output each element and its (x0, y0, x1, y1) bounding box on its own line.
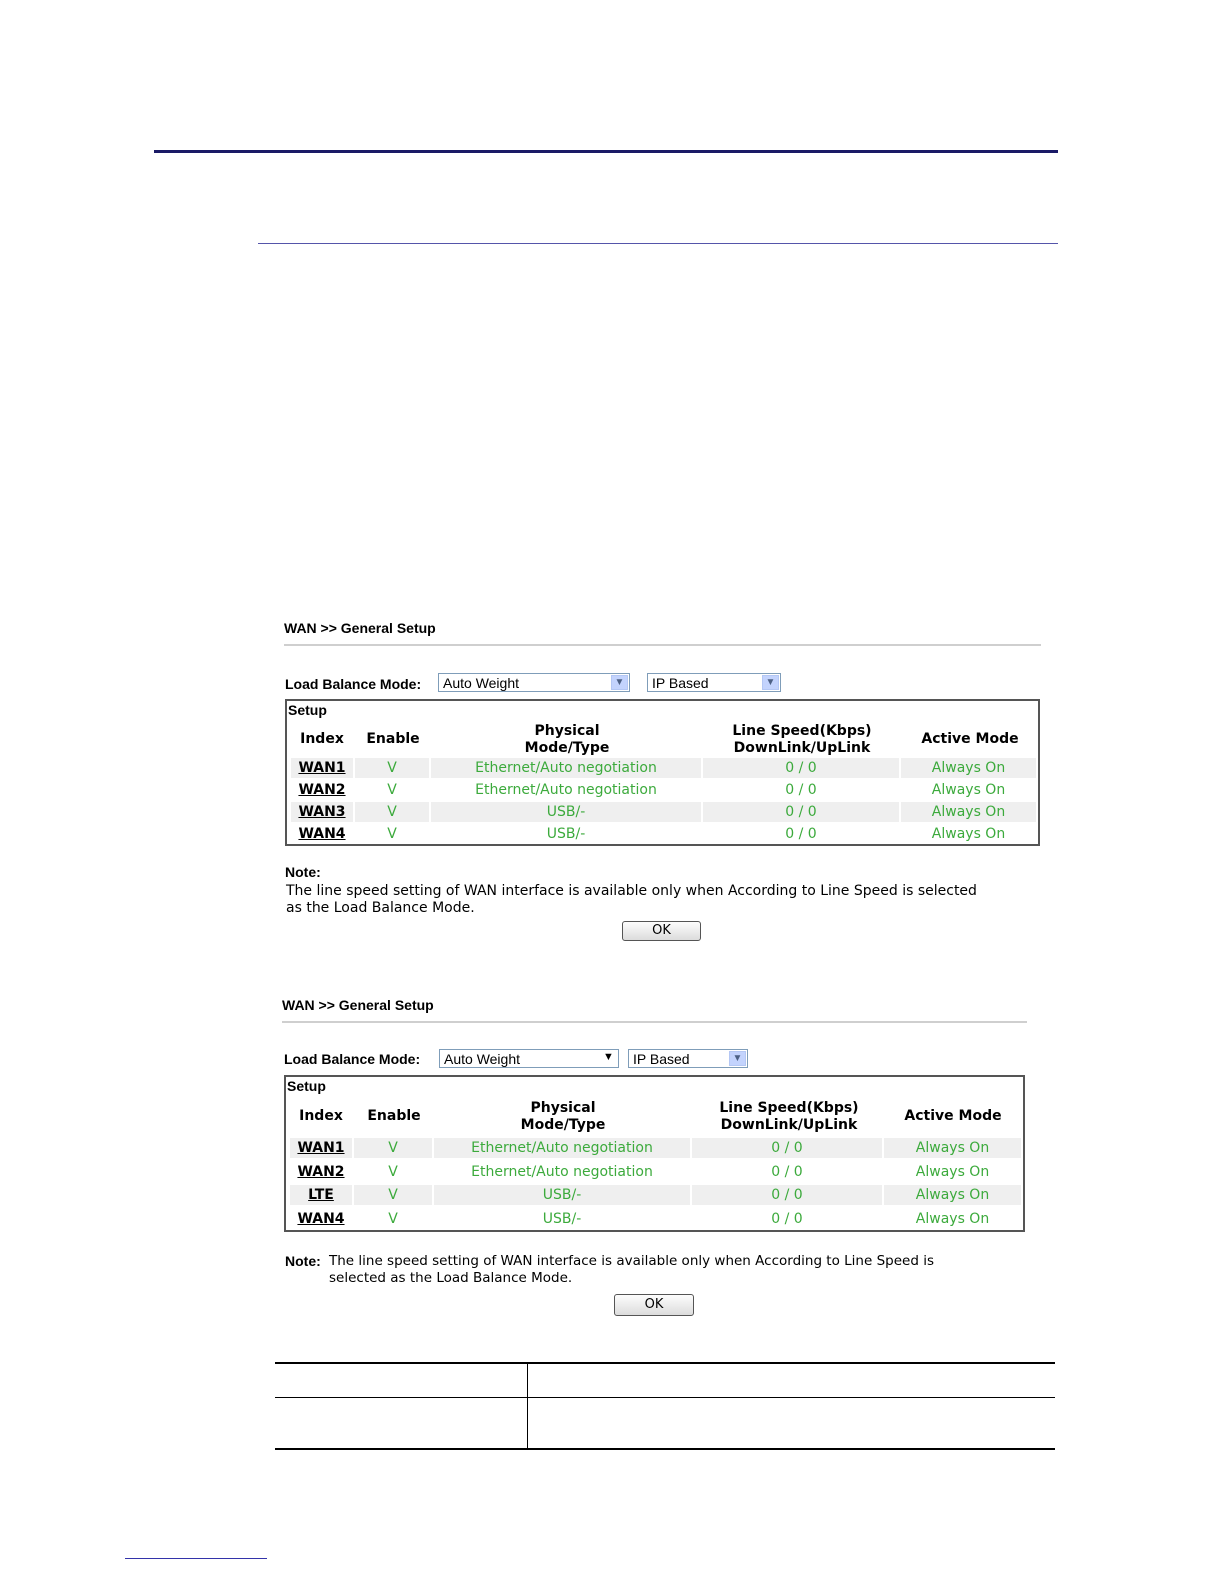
header-index: Index (300, 731, 344, 747)
header-enable: Enable (367, 1108, 421, 1124)
active-mode-cell: Always On (931, 826, 1006, 842)
balance-type-select[interactable] (628, 1049, 748, 1068)
table-row (291, 758, 1036, 778)
chevron-down-icon[interactable]: ▼ (600, 1051, 617, 1066)
header-line-speed (692, 1100, 886, 1134)
wan-index-link[interactable]: WAN4 (297, 1211, 345, 1227)
table-top-border (275, 1362, 1055, 1364)
setup-table (285, 699, 1040, 846)
description-table (275, 1362, 1055, 1450)
header-enable: Enable (366, 731, 420, 747)
header-active-mode: Active Mode (921, 731, 1019, 747)
header-physical (433, 723, 701, 757)
note-label: Note: (285, 864, 321, 880)
table-row (291, 824, 1036, 844)
chevron-down-icon[interactable]: ▼ (762, 675, 779, 690)
table-bottom-border (275, 1448, 1055, 1450)
header-physical-line2: Mode/Type (524, 740, 610, 756)
chevron-down-icon[interactable]: ▼ (729, 1051, 746, 1066)
setup-table (284, 1075, 1025, 1232)
note-line: The line speed setting of WAN interface is available only when According to Line Speed is (329, 1253, 934, 1269)
physical-cell: USB/- (434, 1185, 690, 1205)
wan-index-link[interactable]: LTE (290, 1185, 352, 1205)
panel-title: WAN >> General Setup (284, 620, 436, 636)
table-row (290, 1185, 1021, 1205)
footnote-rule (125, 1558, 267, 1559)
load-balance-label: Load Balance Mode: (284, 1051, 421, 1067)
header-line-speed (703, 723, 901, 757)
header-physical (432, 1100, 694, 1134)
physical-cell: USB/- (546, 826, 586, 842)
speed-cell: 0 / 0 (771, 1164, 803, 1180)
select-value: IP Based (652, 675, 709, 691)
table-row (290, 1138, 1021, 1158)
wan-index-link[interactable]: WAN2 (297, 1164, 345, 1180)
note-text (286, 883, 1046, 917)
speed-cell: 0 / 0 (771, 1211, 803, 1227)
select-value: Auto Weight (444, 1051, 521, 1067)
header-physical-line1: Physical (530, 1100, 596, 1116)
active-mode-cell: Always On (915, 1164, 990, 1180)
note-line: selected as the Load Balance Mode. (329, 1270, 573, 1286)
physical-cell: Ethernet/Auto negotiation (471, 1164, 653, 1180)
active-mode-cell: Always On (884, 1185, 1021, 1205)
enable-cell: V (388, 1211, 398, 1227)
header-speed-line2: DownLink/UpLink (720, 1117, 858, 1133)
wan-index-link[interactable]: WAN2 (298, 782, 346, 798)
chevron-down-icon[interactable]: ▼ (611, 675, 628, 690)
header-speed-line2: DownLink/UpLink (733, 740, 871, 756)
note-text (329, 1253, 1029, 1287)
speed-cell: 0 / 0 (785, 782, 817, 798)
table-row (291, 802, 1036, 822)
speed-cell: 0 / 0 (692, 1185, 882, 1205)
active-mode-cell: Always On (931, 782, 1006, 798)
ok-button[interactable]: OK (614, 1294, 694, 1316)
note-line: as the Load Balance Mode. (286, 900, 475, 916)
header-active-mode: Active Mode (904, 1108, 1002, 1124)
active-mode-cell: Always On (884, 1138, 1021, 1158)
setup-label: Setup (288, 702, 327, 718)
header-physical-line1: Physical (534, 723, 600, 739)
active-mode-cell: Always On (901, 758, 1036, 778)
setup-label: Setup (287, 1078, 326, 1094)
enable-cell: V (355, 758, 429, 778)
speed-cell: 0 / 0 (703, 802, 899, 822)
physical-cell: Ethernet/Auto negotiation (431, 758, 701, 778)
table-column-divider (527, 1362, 528, 1450)
wan-index-link[interactable]: WAN1 (290, 1138, 352, 1158)
header-speed-line1: Line Speed(Kbps) (732, 723, 872, 739)
header-speed-line1: Line Speed(Kbps) (719, 1100, 859, 1116)
active-mode-cell: Always On (915, 1211, 990, 1227)
table-row (290, 1162, 1021, 1182)
load-balance-mode-select[interactable] (439, 1049, 619, 1068)
ok-button[interactable]: OK (622, 921, 701, 941)
load-balance-mode-select[interactable] (438, 673, 630, 692)
speed-cell: 0 / 0 (692, 1138, 882, 1158)
panel-title: WAN >> General Setup (282, 997, 434, 1013)
wan-index-link[interactable]: WAN3 (291, 802, 353, 822)
wan-index-link[interactable]: WAN4 (298, 826, 346, 842)
table-row (291, 780, 1036, 800)
speed-cell: 0 / 0 (703, 758, 899, 778)
header-index: Index (299, 1108, 343, 1124)
title-divider (282, 1021, 1027, 1023)
enable-cell: V (355, 802, 429, 822)
header-physical-line2: Mode/Type (520, 1117, 606, 1133)
enable-cell: V (354, 1185, 432, 1205)
physical-cell: Ethernet/Auto negotiation (434, 1138, 690, 1158)
table-header-divider (275, 1397, 1055, 1398)
section-rule (258, 243, 1058, 244)
balance-type-select[interactable] (647, 673, 781, 692)
physical-cell: USB/- (431, 802, 701, 822)
active-mode-cell: Always On (901, 802, 1036, 822)
select-value: Auto Weight (443, 675, 520, 691)
note-label: Note: (285, 1253, 321, 1269)
physical-cell: Ethernet/Auto negotiation (475, 782, 657, 798)
select-value: IP Based (633, 1051, 690, 1067)
speed-cell: 0 / 0 (785, 826, 817, 842)
enable-cell: V (388, 1164, 398, 1180)
enable-cell: V (387, 826, 397, 842)
wan-index-link[interactable]: WAN1 (291, 758, 353, 778)
page-header-rule (154, 150, 1058, 153)
physical-cell: USB/- (542, 1211, 582, 1227)
enable-cell: V (387, 782, 397, 798)
title-divider (284, 644, 1041, 646)
load-balance-label: Load Balance Mode: (285, 676, 422, 692)
enable-cell: V (354, 1138, 432, 1158)
table-row (290, 1209, 1021, 1229)
note-line: The line speed setting of WAN interface is available only when According to Line Speed is selected (286, 883, 977, 899)
